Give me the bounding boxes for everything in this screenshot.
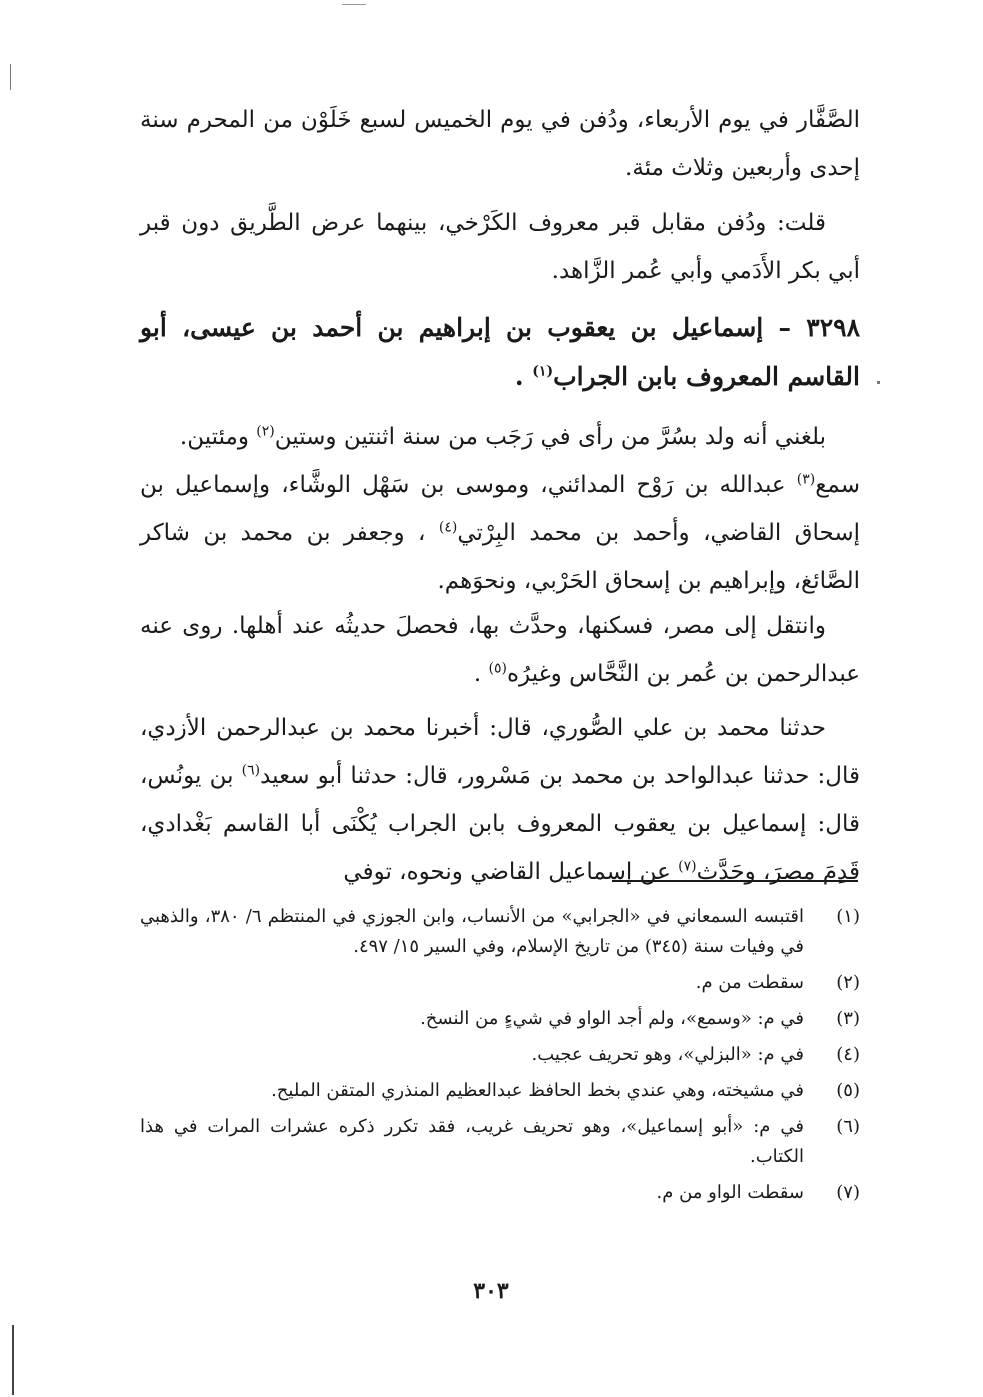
footnote-ref-7: (٧) xyxy=(678,858,697,875)
footnote-text: في م: «أبو إسماعيل»، وهو تحريف غريب، فقد تكرر ذكره عشرات المرات في هذا الكتاب. xyxy=(140,1116,804,1167)
footnote-ref-6: (٦) xyxy=(241,762,261,779)
footnote xyxy=(140,1178,860,1208)
footnote-number: (١) xyxy=(836,906,860,927)
footnote xyxy=(140,1112,860,1172)
footnote xyxy=(140,968,860,998)
scan-artifact xyxy=(12,1325,14,1395)
page-number: ٣٠٣ xyxy=(473,1278,509,1304)
footnote xyxy=(140,902,860,962)
footnote-text: اقتبسه السمعاني في «الجرابي» من الأنساب، وابن الجوزي في المنتظم ٦/ ٣٨٠، والذهبي في وفيات سنة (٣٤٥) من تاريخ الإسلام، وفي السير ١٥/ ٤٩٧. xyxy=(140,906,804,957)
footnote-ref-2: (٢) xyxy=(256,423,275,440)
footnote-number: (٤) xyxy=(836,1044,860,1065)
footnote-text: في م: «البزلي»، وهو تحريف عجيب. xyxy=(531,1044,804,1065)
footnote xyxy=(140,1040,860,1070)
footnote-number: (٢) xyxy=(836,972,860,993)
footnote-separator xyxy=(612,880,858,882)
footnotes xyxy=(140,902,860,1214)
footnote-ref-5: (٥) xyxy=(488,660,507,677)
footnote-number: (٧) xyxy=(836,1182,860,1203)
paragraph-isnad: حدثنا محمد بن علي الصُّوري، قال: أخبرنا محمد بن عبدالرحمن الأزدي، قال: حدثنا عبدالواحد بن محمد بن مَسْرور، قال: حدثنا أبو سعيد$^{(٦)}$ بن يونُس، قال: إسماعيل بن يعقوب المعروف بابن الجراب يُكْنَى أبا القاسم بَغْدادي، قَدِمَ مصرَ، وحَدَّث$^{(٧)}$ عن إسماعيل القاضي ونحوه، توفي xyxy=(140,715,860,885)
footnote-text: سقطت من م. xyxy=(695,972,804,993)
scan-artifact xyxy=(877,381,880,384)
footnote-number: (٦) xyxy=(836,1116,860,1137)
footnote-text: في مشيخته، وهي عندي بخط الحافظ عبدالعظيم المنذري المتقن المليح. xyxy=(271,1080,804,1101)
footnote-text: سقطت الواو من م. xyxy=(656,1182,804,1203)
footnote-number: (٥) xyxy=(836,1080,860,1101)
footnote-number: (٣) xyxy=(836,1008,860,1029)
entry-heading: ٣٢٩٨ – إسماعيل بن يعقوب بن إبراهيم بن أحمد بن عيسى، أبو القاسم المعروف بابن الجراب$^{(١)}$ . xyxy=(140,313,860,391)
footnote-ref-3: (٣) xyxy=(796,471,816,488)
entry-heading-text: ٣٢٩٨ – إسماعيل بن يعقوب بن إبراهيم بن أحمد بن عيسى، أبو القاسم المعروف بابن الجراب xyxy=(140,313,860,391)
paragraph-move-to-egypt: وانتقل إلى مصر، فسكنها، وحدَّث بها، فحصلَ حديثُه عند أهلها. روى عنه عبدالرحمن بن عُمر بن النَّحَّاس وغيرُه$^{(٥)}$ . xyxy=(140,613,860,687)
scan-artifact xyxy=(352,4,366,5)
paragraph-burial-note: قلت: ودُفن مقابل قبر معروف الكَرْخي، بينهما عرض الطَّريق دون قبر أبي بكر الأَدَمي وأبي عُمر الزَّاهد. xyxy=(140,210,860,284)
paragraph-birth-and-teachers: بلغني أنه ولد بسُرَّ من رأى في رَجَب من سنة اثنتين وستين$^{(٢)}$ ومئتين. سمع$^{(٣)}$ عبدالله بن رَوْح المدائني، وموسى بن سَهْل الوشَّاء، وإسماعيل بن إسحاق القاضي، وأحمد بن محمد البِرْتي$^{(٤)}$ ، وجعفر بن محمد بن شاكر الصَّائغ، وإبراهيم بن إسحاق الحَرْبي، ونحوَهم. xyxy=(140,423,860,594)
paragraph-death-date: الصَّفَّار في يوم الأربعاء، ودُفن في يوم الخميس لسبع خَلَوْن من المحرم سنة إحدى وأربعين وثلاث مئة. xyxy=(140,107,860,181)
footnote xyxy=(140,1004,860,1034)
scan-artifact xyxy=(10,64,11,90)
footnote-ref-4: (٤) xyxy=(438,519,458,536)
footnote-ref-1: (١) xyxy=(532,363,554,380)
footnote-text: في م: «وسمع»، ولم أجد الواو في شيءٍ من النسخ. xyxy=(420,1008,804,1029)
footnote xyxy=(140,1076,860,1106)
